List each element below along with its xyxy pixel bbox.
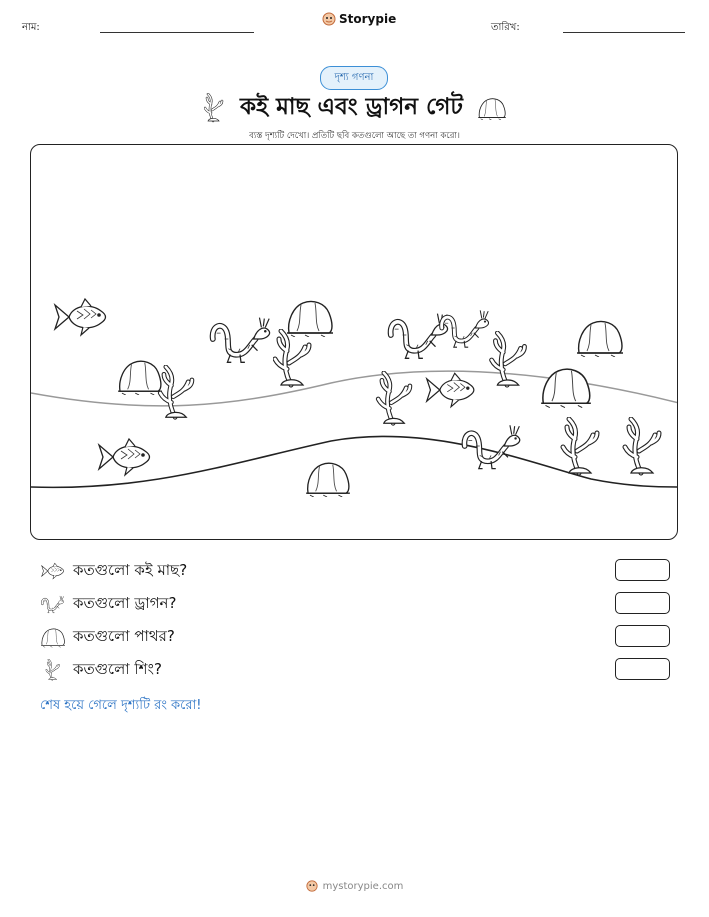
scene-illustration (31, 145, 678, 540)
rock (306, 463, 350, 497)
rock-icon (40, 626, 66, 648)
answer-box-antler[interactable] (615, 658, 670, 680)
rock (541, 369, 591, 407)
question-text: কতগুলো পাথর? (73, 626, 175, 645)
date-write-line[interactable] (563, 32, 685, 33)
koi-fish (99, 439, 150, 475)
instructions: ব্যস্ত দৃশ্যটি দেখো। প্রতিটি ছবি কতগুলো আছে তা গণনা করো। (249, 131, 460, 141)
question-text: কতগুলো কই মাছ? (73, 560, 188, 579)
antler (563, 419, 597, 473)
antler (378, 373, 410, 423)
storypie-mascot-icon (322, 12, 336, 26)
koi-fish (55, 299, 106, 335)
answer-box-koi[interactable] (615, 559, 670, 581)
dragon (391, 314, 448, 359)
brand-name: Storypie (339, 12, 397, 26)
title-row (0, 88, 709, 127)
question-row-koi (40, 559, 670, 583)
koi-fish (427, 373, 474, 407)
antler (160, 367, 192, 417)
dragon (442, 310, 489, 347)
dragon (213, 318, 270, 363)
worksheet-title: কই মাছ এবং ড্রাগন গেট (240, 94, 463, 120)
counting-scene[interactable] (30, 144, 678, 540)
name-write-line[interactable] (100, 32, 254, 33)
brand-logo (322, 12, 396, 26)
rock (118, 361, 162, 395)
date-label: তারিখ: (491, 22, 520, 33)
question-row-rock (40, 625, 670, 649)
answer-box-dragon[interactable] (615, 592, 670, 614)
antler (492, 333, 525, 385)
antler (275, 331, 309, 385)
scene-count-tag: দৃশ্য গণনা (320, 66, 388, 90)
footer-site[interactable]: mystorypie.com (322, 880, 404, 892)
antler-icon (202, 93, 226, 123)
name-label: নাম: (22, 22, 40, 33)
question-row-antler (40, 658, 670, 682)
rock (287, 301, 333, 337)
koi-fish-icon (40, 560, 66, 582)
question-text: কতগুলো শিং? (73, 659, 162, 678)
antler (625, 419, 659, 473)
finish-note: শেষ হয়ে গেলে দৃশ্যটি রং করো! (40, 698, 202, 713)
footer (0, 880, 709, 892)
storypie-mascot-icon (306, 880, 318, 892)
rock-icon (477, 96, 507, 120)
question-row-dragon (40, 592, 670, 616)
dragon-icon (40, 593, 66, 615)
question-text: কতগুলো ড্রাগন? (73, 593, 177, 612)
answer-box-rock[interactable] (615, 625, 670, 647)
antler-icon (40, 659, 66, 681)
rock (577, 321, 623, 357)
